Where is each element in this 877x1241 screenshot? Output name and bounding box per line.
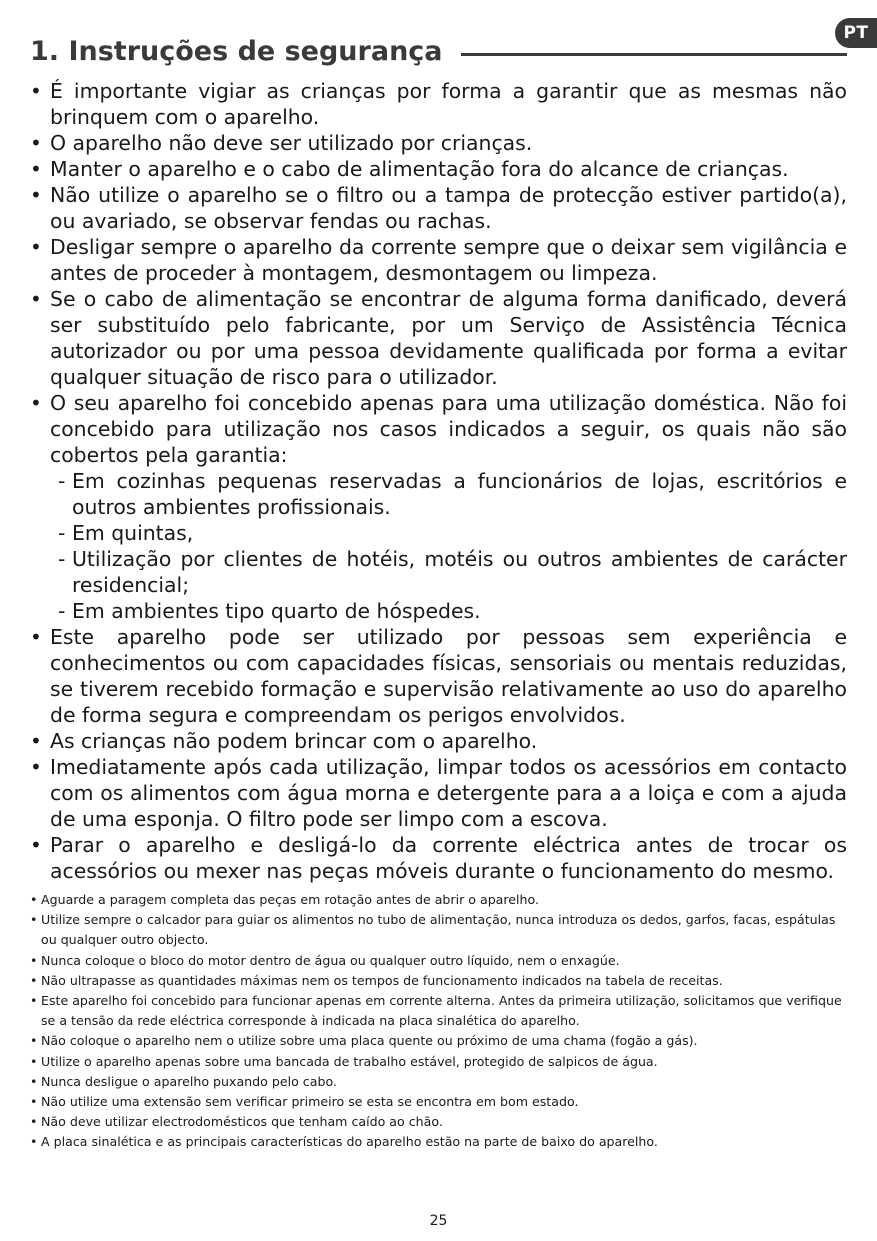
main-safety-list [30, 78, 847, 884]
sub-list-item: - Em quintas, [58, 520, 847, 546]
small-list-item: • Não utilize uma extensão sem verificar primeiro se esta se encontra em bom estado. [30, 1092, 847, 1112]
list-item: • Imediatamente após cada utilização, limpar todos os acessórios em contacto com os alimentos com água morna e detergente para a a loiça e com a ajuda de uma esponja. O filtro pode ser limpo com a escova. [30, 754, 847, 832]
sub-list-item: - Em cozinhas pequenas reservadas a funcionários de lojas, escritórios e outros ambientes profissionais. [58, 468, 847, 520]
list-item: • Este aparelho pode ser utilizado por pessoas sem experiência e conhecimentos ou com capacidades físicas, sensoriais ou mentais reduzidas, se tiverem recebido formação e supervisão relativamente ao uso do aparelho de forma segura e compreendam os perigos envolvidos. [30, 624, 847, 728]
language-badge: PT [835, 18, 877, 48]
secondary-safety-list [30, 890, 847, 1153]
section-header [30, 36, 847, 67]
sub-list-item: - Utilização por clientes de hotéis, motéis ou outros ambientes de carácter residencial; [58, 546, 847, 598]
small-list-item: • Utilize o aparelho apenas sobre uma bancada de trabalho estável, protegido de salpicos de água. [30, 1052, 847, 1072]
small-list-item: • Utilize sempre o calcador para guiar os alimentos no tubo de alimentação, nunca introduza os dedos, garfos, facas, espátulas ou qualquer outro objecto. [30, 910, 847, 950]
list-item: • Desligar sempre o aparelho da corrente sempre que o deixar sem vigilância e antes de proceder à montagem, desmontagem ou limpeza. [30, 234, 847, 286]
list-item: • Se o cabo de alimentação se encontrar de alguma forma danificado, deverá ser substituído pelo fabricante, por um Serviço de Assistência Técnica autorizador ou por uma pessoa devidamente qualificada por forma a evitar qualquer situação de risco para o utilizador. [30, 286, 847, 390]
list-item-text: O seu aparelho foi concebido apenas para uma utilização doméstica. Não foi concebido para utilização nos casos indicados a seguir, os quais não são cobertos pela garantia: [50, 391, 847, 467]
small-list-item: • Não ultrapasse as quantidades máximas nem os tempos de funcionamento indicados na tabela de receitas. [30, 971, 847, 991]
list-item: • Parar o aparelho e desligá-lo da corrente eléctrica antes de trocar os acessórios ou mexer nas peças móveis durante o funcionamento do mesmo. [30, 832, 847, 884]
page-number: 25 [429, 1213, 448, 1229]
section-title: 1. Instruções de segurança [30, 36, 443, 67]
small-list-item: • Não deve utilizar electrodomésticos que tenham caído ao chão. [30, 1112, 847, 1132]
small-list-item: • Aguarde a paragem completa das peças em rotação antes de abrir o aparelho. [30, 890, 847, 910]
list-item: • O aparelho não deve ser utilizado por crianças. [30, 130, 847, 156]
list-item: • É importante vigiar as crianças por forma a garantir que as mesmas não brinquem com o aparelho. [30, 78, 847, 130]
small-list-item: • Nunca coloque o bloco do motor dentro de água ou qualquer outro líquido, nem o enxagúe. [30, 951, 847, 971]
usage-exclusions-sublist [50, 468, 847, 624]
small-list-item: • Nunca desligue o aparelho puxando pelo cabo. [30, 1072, 847, 1092]
list-item: • As crianças não podem brincar com o aparelho. [30, 728, 847, 754]
small-list-item: • Não coloque o aparelho nem o utilize sobre uma placa quente ou próximo de uma chama (fogão a gás). [30, 1031, 847, 1051]
small-list-item: • A placa sinalética e as principais características do aparelho estão na parte de baixo do aparelho. [30, 1132, 847, 1152]
sub-list-item: - Em ambientes tipo quarto de hóspedes. [58, 598, 847, 624]
small-list-item: • Este aparelho foi concebido para funcionar apenas em corrente alterna. Antes da primeira utilização, solicitamos que verifique se a tensão da rede eléctrica corresponde à indicada na placa sinalética do aparelho. [30, 991, 847, 1031]
list-item: • Não utilize o aparelho se o filtro ou a tampa de protecção estiver partido(a), ou avariado, se observar fendas ou rachas. [30, 182, 847, 234]
title-rule [461, 53, 847, 56]
list-item: • Manter o aparelho e o cabo de alimentação fora do alcance de crianças. [30, 156, 847, 182]
list-item-with-sublist [30, 390, 847, 624]
